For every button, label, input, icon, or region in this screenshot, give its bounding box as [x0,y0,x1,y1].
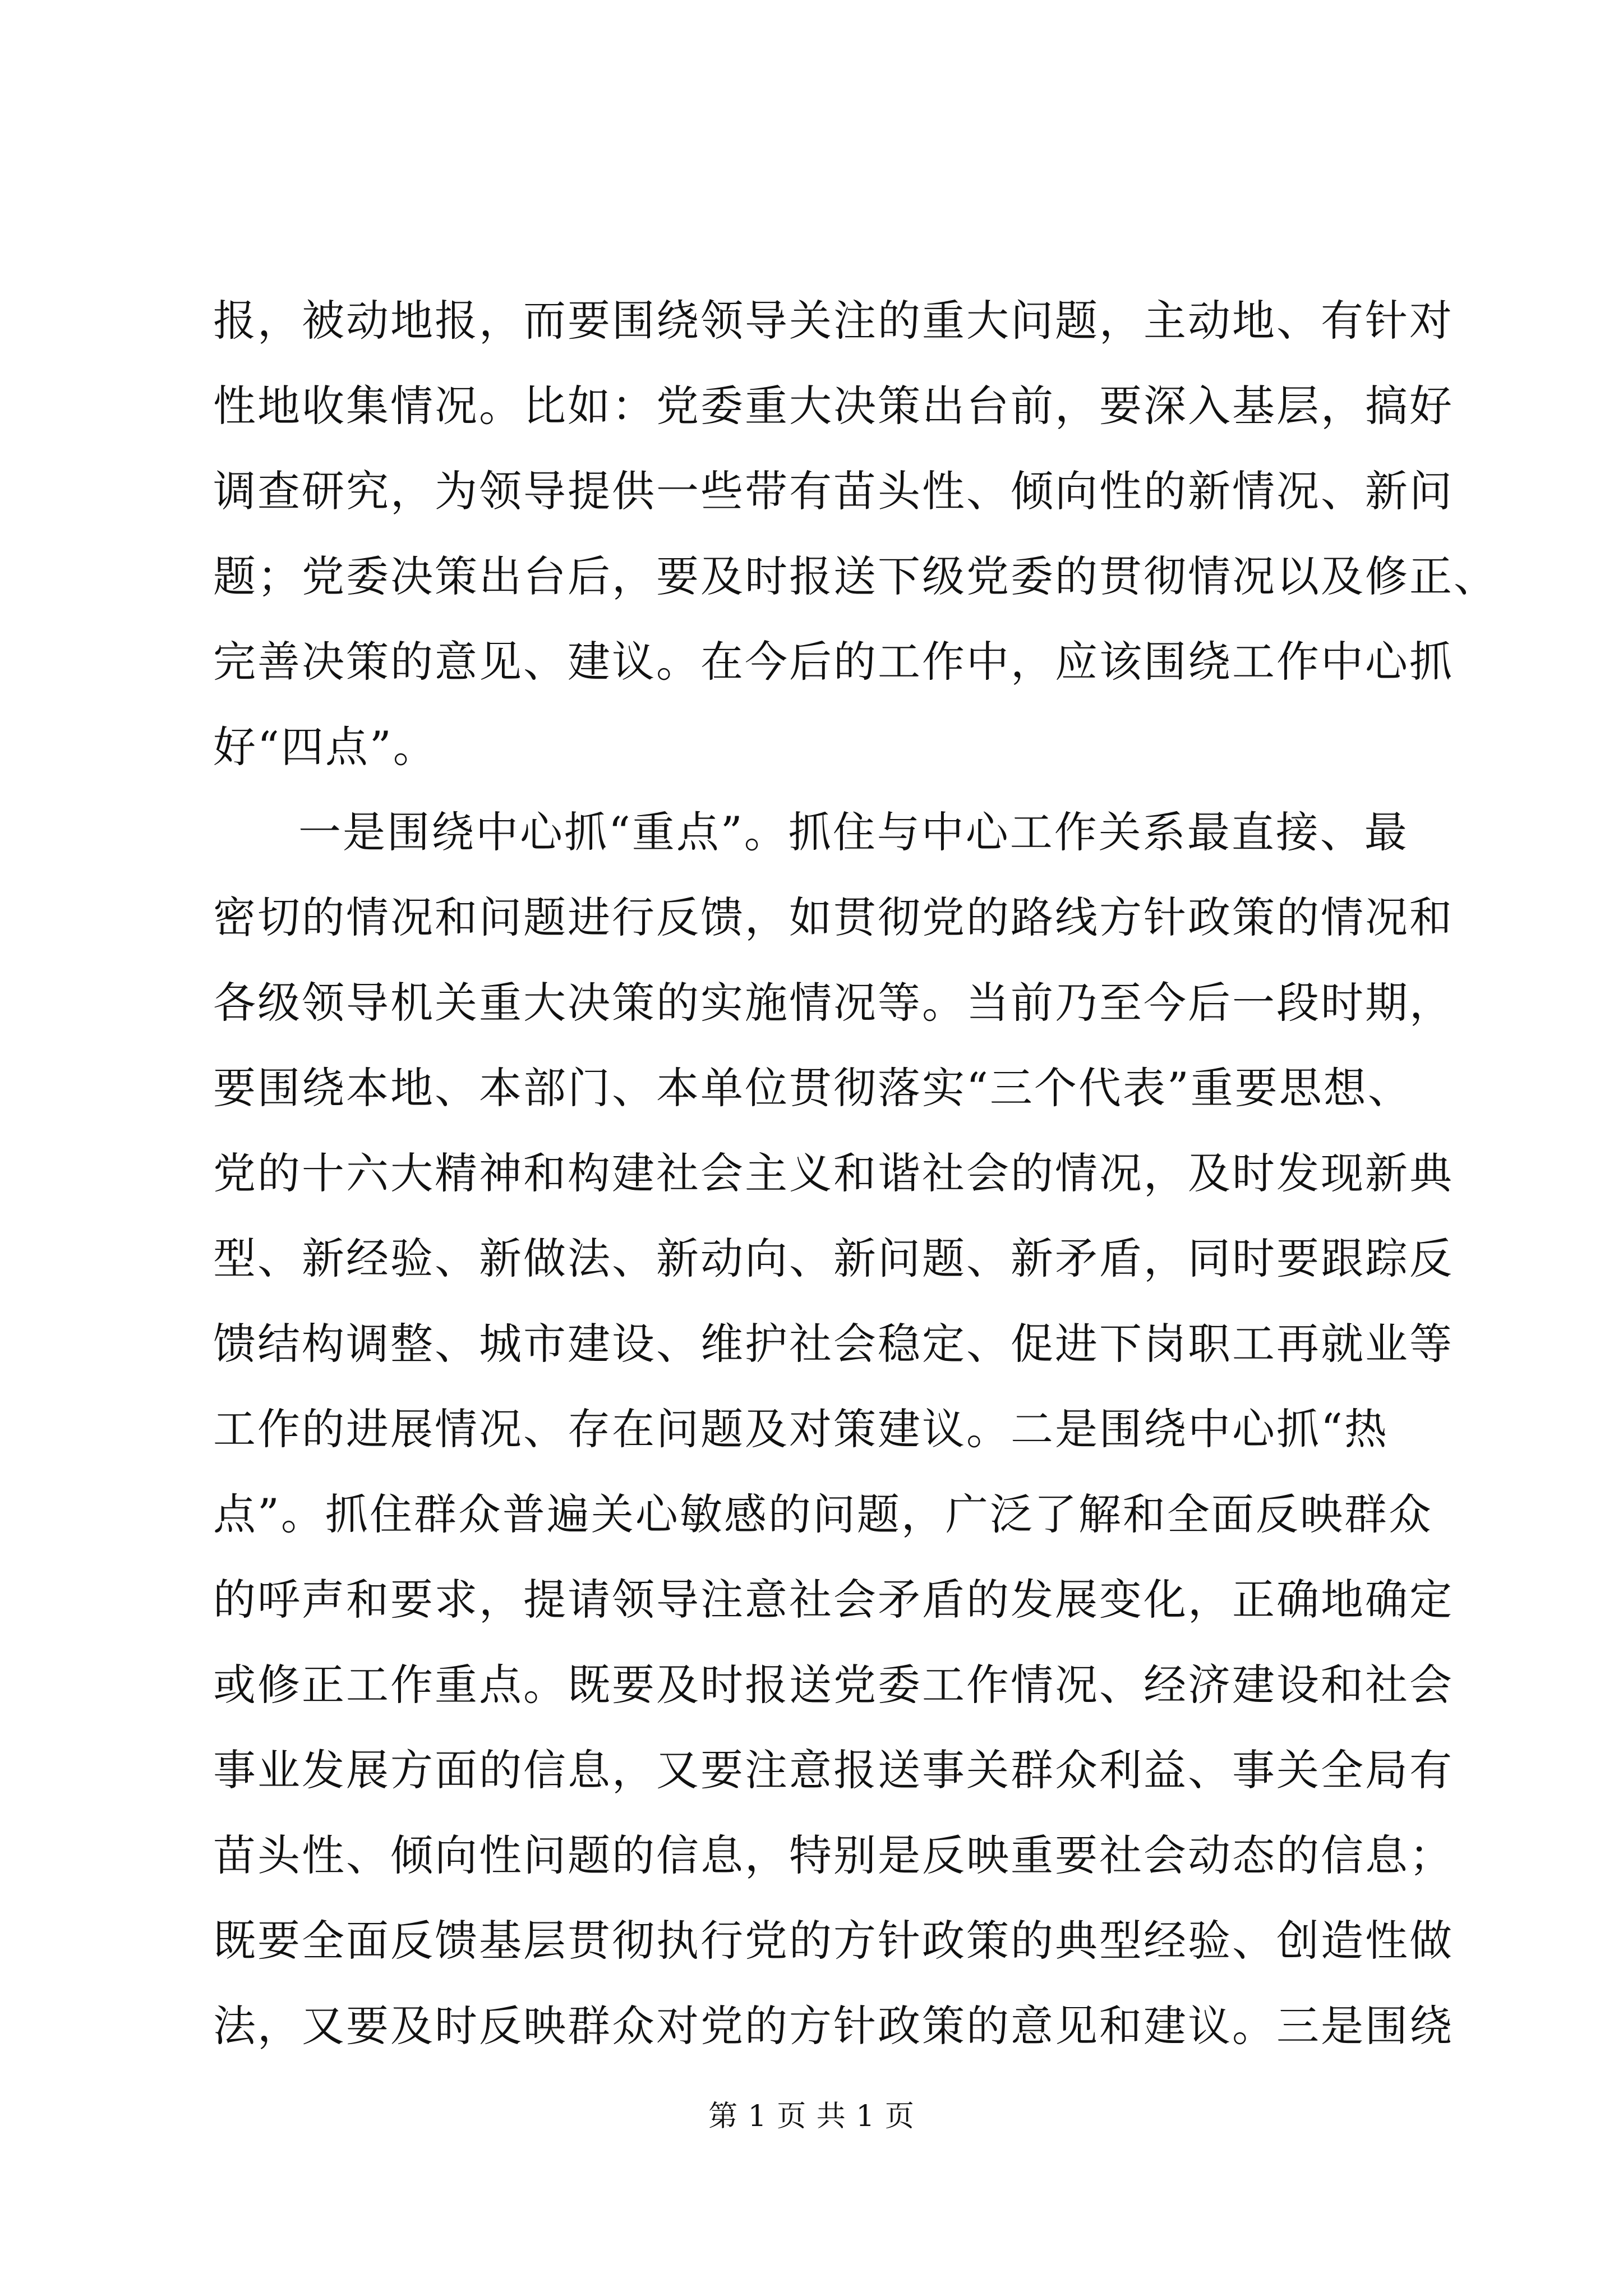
text-line: 苗头性、倾向性问题的信息，特别是反映重要社会动态的信息； [213,1830,1454,1880]
text-line: 党的十六大精神和构建社会主义和谐社会的情况，及时发现新典 [213,1148,1454,1198]
text-line: 密切的情况和问题进行反馈，如贯彻党的路线方针政策的情况和 [213,892,1454,942]
text-line: 的呼声和要求，提请领导注意社会矛盾的发展变化，正确地确定 [213,1575,1454,1625]
text-line: 既要全面反馈基层贯彻执行党的方针政策的典型经验、创造性做 [213,1916,1454,1966]
text-line: 报，被动地报，而要围绕领导关注的重大问题，主动地、有针对 [213,296,1454,346]
text-line: 好“四点”。 [213,722,437,772]
text-line: 馈结构调整、城市建设、维护社会稳定、促进下岗职工再就业等 [213,1319,1454,1369]
paragraph-start-line: 一是围绕中心抓“重点”。抓住与中心工作关系最直接、最 [298,807,1409,857]
text-line: 法，又要及时反映群众对党的方针政策的意见和建议。三是围绕 [213,2001,1454,2051]
page-footer: 第 1 页 共 1 页 [708,2100,915,2133]
text-line: 型、新经验、新做法、新动向、新问题、新矛盾，同时要跟踪反 [213,1234,1454,1283]
text-line: 调查研究，为领导提供一些带有苗头性、倾向性的新情况、新问 [213,466,1454,516]
text-line: 或修正工作重点。既要及时报送党委工作情况、经济建设和社会 [213,1660,1454,1710]
text-line: 题；党委决策出台后，要及时报送下级党委的贯彻情况以及修正、 [213,551,1498,601]
text-line: 要围绕本地、本部门、本单位贯彻落实“三个代表”重要思想、 [213,1063,1412,1113]
text-line: 点”。抓住群众普遍关心敏感的问题，广泛了解和全面反映群众 [213,1489,1433,1539]
text-line: 工作的进展情况、存在问题及对策建议。二是围绕中心抓“热 [213,1404,1389,1454]
text-line: 完善决策的意见、建议。在今后的工作中，应该围绕工作中心抓 [213,637,1454,687]
text-line: 事业发展方面的信息，又要注意报送事关群众利益、事关全局有 [213,1745,1454,1795]
text-line: 各级领导机关重大决策的实施情况等。当前乃至今后一段时期， [213,978,1454,1028]
text-line: 性地收集情况。比如：党委重大决策出台前，要深入基层，搞好 [213,381,1454,431]
